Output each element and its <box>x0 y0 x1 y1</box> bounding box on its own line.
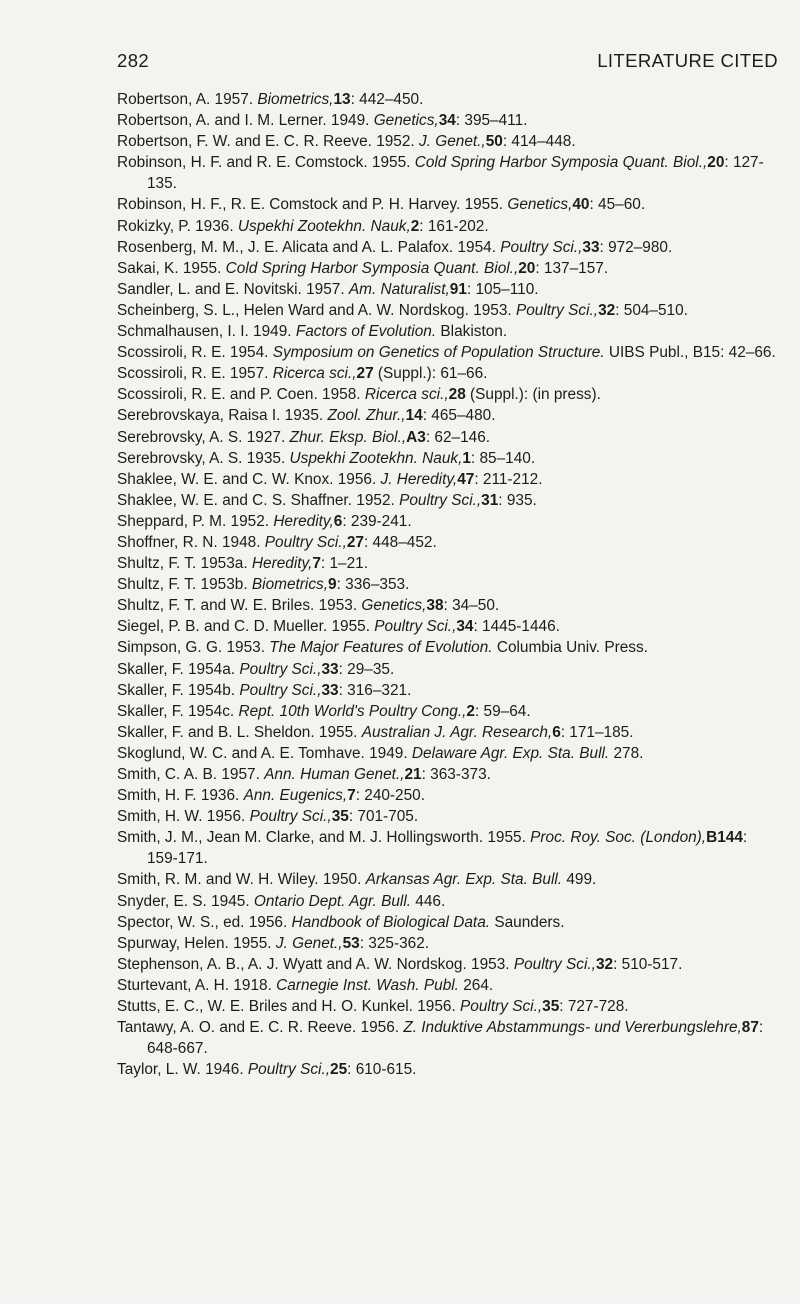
reference-entry <box>117 701 782 722</box>
reference-volume: 2 <box>410 217 420 235</box>
reference-author: Simpson, G. G. <box>117 639 223 657</box>
reference-entry <box>117 637 782 658</box>
reference-entry <box>117 1059 782 1080</box>
reference-author: Taylor, L. W. <box>117 1061 201 1079</box>
reference-journal: Carnegie Inst. Wash. Publ. <box>276 976 459 994</box>
reference-pages: : 972–980. <box>599 238 673 256</box>
reference-year: 1948. <box>221 533 261 551</box>
reference-year: 1954b. <box>188 681 236 699</box>
reference-volume: 25 <box>330 1061 348 1079</box>
reference-journal: Biometrics, <box>257 91 334 108</box>
reference-volume: 9 <box>328 576 337 594</box>
reference-volume: 53 <box>342 934 360 952</box>
reference-entry <box>117 237 782 258</box>
reference-journal: Cold Spring Harbor Symposia Quant. Biol., <box>414 154 708 172</box>
reference-author: Rokizky, P. <box>117 217 191 235</box>
reference-author: Scheinberg, S. L., Helen Ward and A. W. Nordskog. <box>117 301 469 319</box>
reference-journal: Delaware Agr. Exp. Sta. Bull. <box>411 744 610 762</box>
reference-author: Rosenberg, M. M., J. E. Alicata and A. L. Palafox. <box>117 238 454 256</box>
reference-journal: Symposium on Genetics of Population Structure. <box>272 344 605 362</box>
reference-entry <box>117 595 782 616</box>
reference-entry <box>117 131 782 152</box>
reference-entry <box>117 342 782 363</box>
reference-journal: Poultry Sci., <box>513 955 596 973</box>
reference-journal: Poultry Sci., <box>500 238 583 256</box>
reference-volume: 34 <box>456 618 474 636</box>
reference-entry <box>117 384 782 405</box>
reference-volume: 13 <box>333 91 351 108</box>
reference-year: 1955. <box>371 154 411 172</box>
reference-entry <box>117 448 782 469</box>
reference-year: 1936. <box>195 217 234 235</box>
reference-entry <box>117 532 782 553</box>
reference-year: 1957. <box>306 280 345 298</box>
reference-author: Tantawy, A. O. and E. C. R. Reeve. <box>117 1019 357 1037</box>
reference-journal: Poultry Sci., <box>239 660 322 678</box>
reference-journal: Ricerca sci., <box>272 365 357 383</box>
reference-entry <box>117 427 782 448</box>
reference-year: 1956. <box>417 998 456 1016</box>
reference-year: 1953. <box>473 301 512 319</box>
reference-journal: Ann. Human Genet., <box>264 766 405 783</box>
reference-journal: Rept. 10th World's Poultry Cong., <box>238 702 467 720</box>
reference-year: 1955. <box>487 829 526 847</box>
reference-pages: : 211-212. <box>474 470 543 488</box>
reference-pages: 264. <box>458 976 494 994</box>
reference-author: Skaller, F. <box>117 660 184 678</box>
reference-entry <box>117 258 782 279</box>
reference-journal: Zool. Zhur., <box>327 407 406 425</box>
reference-entry <box>117 405 782 426</box>
reference-journal: Genetics, <box>507 196 573 214</box>
reference-year: 1953. <box>471 955 510 973</box>
reference-year: 1955. <box>233 934 272 952</box>
reference-year: 1954a. <box>188 660 236 678</box>
reference-entry <box>117 827 782 869</box>
reference-volume: 14 <box>405 407 423 425</box>
reference-pages: : 171–185. <box>560 723 634 741</box>
reference-year: 1935. <box>284 407 324 425</box>
reference-author: Scossiroli, R. E. <box>117 365 226 383</box>
reference-entry <box>117 152 782 194</box>
reference-year: 1956. <box>206 808 246 826</box>
reference-entry <box>117 490 782 511</box>
reference-author: Scossiroli, R. E. <box>117 344 226 362</box>
reference-entry <box>117 363 782 384</box>
reference-pages: (Suppl.): 61–66. <box>373 365 488 383</box>
reference-pages: : 448–452. <box>363 533 437 551</box>
reference-pages: : 727-728. <box>559 998 629 1016</box>
reference-author: Scossiroli, R. E. and P. Coen. <box>117 386 318 404</box>
reference-pages: : 414–448. <box>502 133 576 151</box>
reference-entry <box>117 975 782 996</box>
reference-author: Sheppard, P. M. <box>117 512 227 530</box>
reference-volume: 21 <box>404 766 422 783</box>
reference-volume: 7 <box>312 555 321 573</box>
reference-entry <box>117 891 782 912</box>
reference-entry <box>117 110 782 131</box>
reference-year: 1949. <box>253 323 292 341</box>
reference-volume: 35 <box>331 808 349 826</box>
reference-volume: 2 <box>466 702 475 720</box>
reference-pages: : 610-615. <box>347 1061 417 1079</box>
reference-author: Skaller, F. <box>117 702 184 720</box>
reference-pages: : 239-241. <box>342 512 412 530</box>
reference-entry <box>117 511 782 532</box>
reference-year: 1953a. <box>200 555 248 573</box>
reference-entry <box>117 933 782 954</box>
reference-pages: Columbia Univ. Press. <box>492 639 648 657</box>
reference-entry <box>117 89 782 110</box>
reference-volume: 38 <box>426 597 444 615</box>
reference-pages: : 45–60. <box>589 196 646 214</box>
reference-year: 1945. <box>211 892 250 910</box>
reference-entry <box>117 996 782 1017</box>
reference-entry <box>117 912 782 933</box>
reference-pages: : 935. <box>498 491 537 509</box>
reference-volume: 33 <box>582 238 600 256</box>
reference-year: 1955. <box>182 259 222 277</box>
reference-author: Smith, R. M. and W. H. Wiley. <box>117 871 319 889</box>
reference-entry <box>117 806 782 827</box>
reference-year: 1949. <box>330 112 370 130</box>
reference-volume: 32 <box>598 301 616 319</box>
reference-journal: Poultry Sci., <box>515 301 599 319</box>
reference-journal: Arkansas Agr. Exp. Sta. Bull. <box>365 871 563 889</box>
reference-author: Siegel, P. B. and C. D. Mueller. <box>117 618 328 636</box>
reference-year: 1954. <box>457 238 496 256</box>
reference-author: Skaller, F. and B. L. Sheldon. <box>117 723 315 741</box>
reference-author: Schmalhausen, I. I. <box>117 323 249 341</box>
reference-entry <box>117 785 782 806</box>
reference-author: Serebrovskaya, Raisa I. <box>117 407 281 425</box>
reference-pages: : 442–450. <box>350 91 424 108</box>
reference-year: 1952. <box>230 512 270 530</box>
reference-journal: Biometrics, <box>251 576 329 594</box>
reference-volume: 7 <box>347 787 356 805</box>
reference-author: Spurway, Helen. <box>117 934 229 952</box>
reference-journal: Proc. Roy. Soc. (London), <box>530 829 707 847</box>
reference-pages: : 161-202. <box>419 217 489 235</box>
reference-year: 1957. <box>214 91 254 108</box>
reference-entry <box>117 194 782 215</box>
reference-year: 1949. <box>369 744 408 762</box>
reference-author: Shultz, F. T. <box>117 576 197 594</box>
reference-journal: Ann. Eugenics, <box>243 787 348 805</box>
reference-author: Smith, H. F. <box>117 787 197 805</box>
reference-pages: : 395–411. <box>455 112 528 130</box>
reference-author: Spector, W. S., ed. <box>117 913 245 931</box>
reference-pages: : 105–110. <box>466 280 539 298</box>
reference-pages: : 34–50. <box>443 597 500 615</box>
reference-journal: Z. Induktive Abstammungs- und Vererbungslehre, <box>403 1019 742 1037</box>
reference-journal: Poultry Sci., <box>247 1061 331 1079</box>
reference-volume: 27 <box>356 365 374 383</box>
page-number: 282 <box>117 50 150 71</box>
reference-volume: 34 <box>438 112 456 130</box>
reference-journal: Ontario Dept. Agr. Bull. <box>253 892 412 910</box>
reference-journal: Poultry Sci., <box>460 998 543 1016</box>
reference-entry <box>117 616 782 637</box>
reference-year: 1953b. <box>200 576 248 594</box>
reference-list <box>117 89 782 1080</box>
reference-volume: 87 <box>741 1019 759 1037</box>
reference-year: 1955. <box>318 723 358 741</box>
reference-pages: : 504–510. <box>615 301 688 319</box>
reference-author: Serebrovsky, A. S. <box>117 449 243 467</box>
reference-author: Robertson, F. W. and E. C. R. Reeve. <box>117 133 372 151</box>
reference-author: Robinson, H. F. and R. E. Comstock. <box>117 154 368 172</box>
reference-year: 1957. <box>221 766 260 783</box>
reference-entry <box>117 659 782 680</box>
reference-pages: (Suppl.): (in press). <box>465 386 601 404</box>
reference-entry <box>117 553 782 574</box>
reference-author: Sturtevant, A. H. <box>117 976 230 994</box>
reference-pages: : 29–35. <box>338 660 395 678</box>
reference-volume: B144 <box>706 829 743 847</box>
reference-author: Sakai, K. <box>117 259 179 277</box>
reference-journal: Genetics, <box>373 112 439 130</box>
reference-journal: Poultry Sci., <box>249 808 332 826</box>
reference-year: 1954. <box>229 344 269 362</box>
reference-pages: : 363-373. <box>421 766 491 783</box>
reference-pages: : 336–353. <box>336 576 410 594</box>
reference-year: 1955. <box>331 618 370 636</box>
reference-year: 1956. <box>337 470 377 488</box>
reference-year: 1956. <box>360 1019 400 1037</box>
reference-author: Serebrovsky, A. S. <box>117 428 243 446</box>
reference-journal: Factors of Evolution. <box>295 323 437 341</box>
reference-author: Robertson, A. and I. M. Lerner. <box>117 112 327 130</box>
reference-volume: 33 <box>321 660 339 678</box>
reference-journal: Uspekhi Zootekhn. Nauk, <box>289 449 463 467</box>
reference-pages: : 510-517. <box>613 955 683 973</box>
reference-year: 1918. <box>233 976 272 994</box>
reference-year: 1957. <box>229 365 269 383</box>
reference-journal: Heredity, <box>251 555 313 573</box>
reference-pages: 499. <box>562 871 597 889</box>
reference-volume: 40 <box>572 196 590 214</box>
reference-author: Smith, C. A. B. <box>117 766 218 783</box>
reference-volume: 32 <box>595 955 614 973</box>
reference-pages: : 316–321. <box>338 681 412 699</box>
reference-pages: : 465–480. <box>422 407 496 425</box>
reference-entry <box>117 574 782 595</box>
reference-pages: : 701-705. <box>348 808 419 826</box>
reference-year: 1958. <box>322 386 361 404</box>
reference-journal: Am. Naturalist, <box>348 280 450 298</box>
reference-year: 1935. <box>246 449 286 467</box>
reference-pages: : 85–140. <box>470 449 536 467</box>
reference-year: 1946. <box>205 1061 244 1079</box>
reference-volume: 20 <box>707 154 725 172</box>
reference-year: 1936. <box>200 787 240 805</box>
reference-entry <box>117 469 782 490</box>
reference-year: 1953. <box>318 597 358 615</box>
reference-pages: 446. <box>411 892 446 910</box>
reference-pages: : 325-362. <box>359 934 430 952</box>
reference-entry <box>117 954 782 975</box>
reference-volume: 50 <box>485 133 503 151</box>
reference-entry <box>117 300 782 321</box>
reference-pages: 278. <box>609 744 644 762</box>
reference-author: Stutts, E. C., W. E. Briles and H. O. Kunkel. <box>117 998 413 1016</box>
reference-volume: A3 <box>406 428 426 446</box>
reference-pages: : 137–157. <box>535 259 609 277</box>
reference-year: 1954c. <box>188 702 235 720</box>
reference-author: Skoglund, W. C. and A. E. Tomhave. <box>117 744 365 762</box>
reference-pages: : 1–21. <box>320 555 368 573</box>
reference-pages: Blakiston. <box>436 323 508 341</box>
reference-pages: : 1445-1446. <box>473 618 560 636</box>
reference-author: Stephenson, A. B., A. J. Wyatt and A. W. Nordskog. <box>117 955 467 973</box>
reference-author: Shoffner, R. N. <box>117 533 218 551</box>
reference-volume: 91 <box>449 280 467 298</box>
reference-volume: 35 <box>542 998 560 1016</box>
reference-pages: : 59–64. <box>474 702 531 720</box>
reference-author: Shaklee, W. E. and C. S. Shaffner. <box>117 491 352 509</box>
reference-pages: Saunders. <box>490 913 565 931</box>
reference-volume: 47 <box>457 470 475 488</box>
reference-entry <box>117 764 782 785</box>
reference-entry <box>117 216 782 237</box>
reference-author: Sandler, L. and E. Novitski. <box>117 280 302 298</box>
reference-volume: 20 <box>518 259 536 277</box>
reference-pages: : 62–146. <box>425 428 491 446</box>
reference-entry <box>117 722 782 743</box>
reference-volume: 6 <box>333 512 343 530</box>
reference-author: Shultz, F. T. <box>117 555 197 573</box>
reference-pages: : 648-667. <box>147 1019 764 1058</box>
reference-journal: Poultry Sci., <box>374 618 457 636</box>
reference-journal: Ricerca sci., <box>364 386 449 404</box>
reference-author: Smith, J. M., Jean M. Clarke, and M. J. Hollingsworth. <box>117 829 484 847</box>
reference-pages: : 240-250. <box>355 787 426 805</box>
reference-journal: J. Genet., <box>275 934 343 952</box>
reference-author: Robertson, A. <box>117 91 211 108</box>
reference-entry <box>117 680 782 701</box>
reference-volume: 28 <box>448 386 466 404</box>
reference-journal: Uspekhi Zootekhn. Nauk, <box>237 217 411 235</box>
reference-journal: Cold Spring Harbor Symposia Quant. Biol., <box>225 259 519 277</box>
reference-journal: J. Genet., <box>418 133 486 151</box>
reference-entry <box>117 321 782 342</box>
reference-journal: Australian J. Agr. Research, <box>361 723 553 741</box>
reference-volume: 6 <box>552 723 561 741</box>
reference-year: 1956. <box>248 913 288 931</box>
reference-year: 1953. <box>226 639 265 657</box>
reference-volume: 33 <box>321 681 339 699</box>
running-head: LITERATURE CITED <box>597 50 778 71</box>
reference-entry <box>117 279 782 300</box>
reference-pages: : 127-135. <box>147 154 764 193</box>
reference-author: Robinson, H. F., R. E. Comstock and P. H. Harvey. <box>117 196 461 214</box>
reference-author: Snyder, E. S. <box>117 892 207 910</box>
reference-year: 1952. <box>376 133 415 151</box>
reference-year: 1952. <box>356 491 395 509</box>
reference-author: Skaller, F. <box>117 681 184 699</box>
reference-author: Shultz, F. T. and W. E. Briles. <box>117 597 315 615</box>
reference-pages: UIBS Publ., B15: 42–66. <box>604 344 776 362</box>
reference-journal: J. Heredity, <box>380 470 458 488</box>
reference-entry <box>117 869 782 890</box>
reference-journal: Heredity, <box>273 512 334 530</box>
reference-journal: Poultry Sci., <box>264 533 347 551</box>
reference-journal: Handbook of Biological Data. <box>291 913 491 931</box>
reference-year: 1955. <box>464 196 504 214</box>
reference-volume: 27 <box>346 533 364 551</box>
reference-entry <box>117 743 782 764</box>
reference-journal: Poultry Sci., <box>239 681 322 699</box>
reference-journal: Zhur. Eksp. Biol., <box>289 428 407 446</box>
reference-volume: 31 <box>481 491 499 509</box>
reference-volume: 1 <box>462 449 471 467</box>
reference-author: Smith, H. W. <box>117 808 203 826</box>
reference-journal: Genetics, <box>361 597 427 615</box>
reference-author: Shaklee, W. E. and C. W. Knox. <box>117 470 334 488</box>
reference-entry <box>117 1017 782 1059</box>
reference-pages: : 159-171. <box>147 829 748 868</box>
reference-journal: The Major Features of Evolution. <box>269 639 493 657</box>
reference-journal: Poultry Sci., <box>399 491 482 509</box>
reference-year: 1950. <box>322 871 362 889</box>
reference-year: 1927. <box>246 428 286 446</box>
